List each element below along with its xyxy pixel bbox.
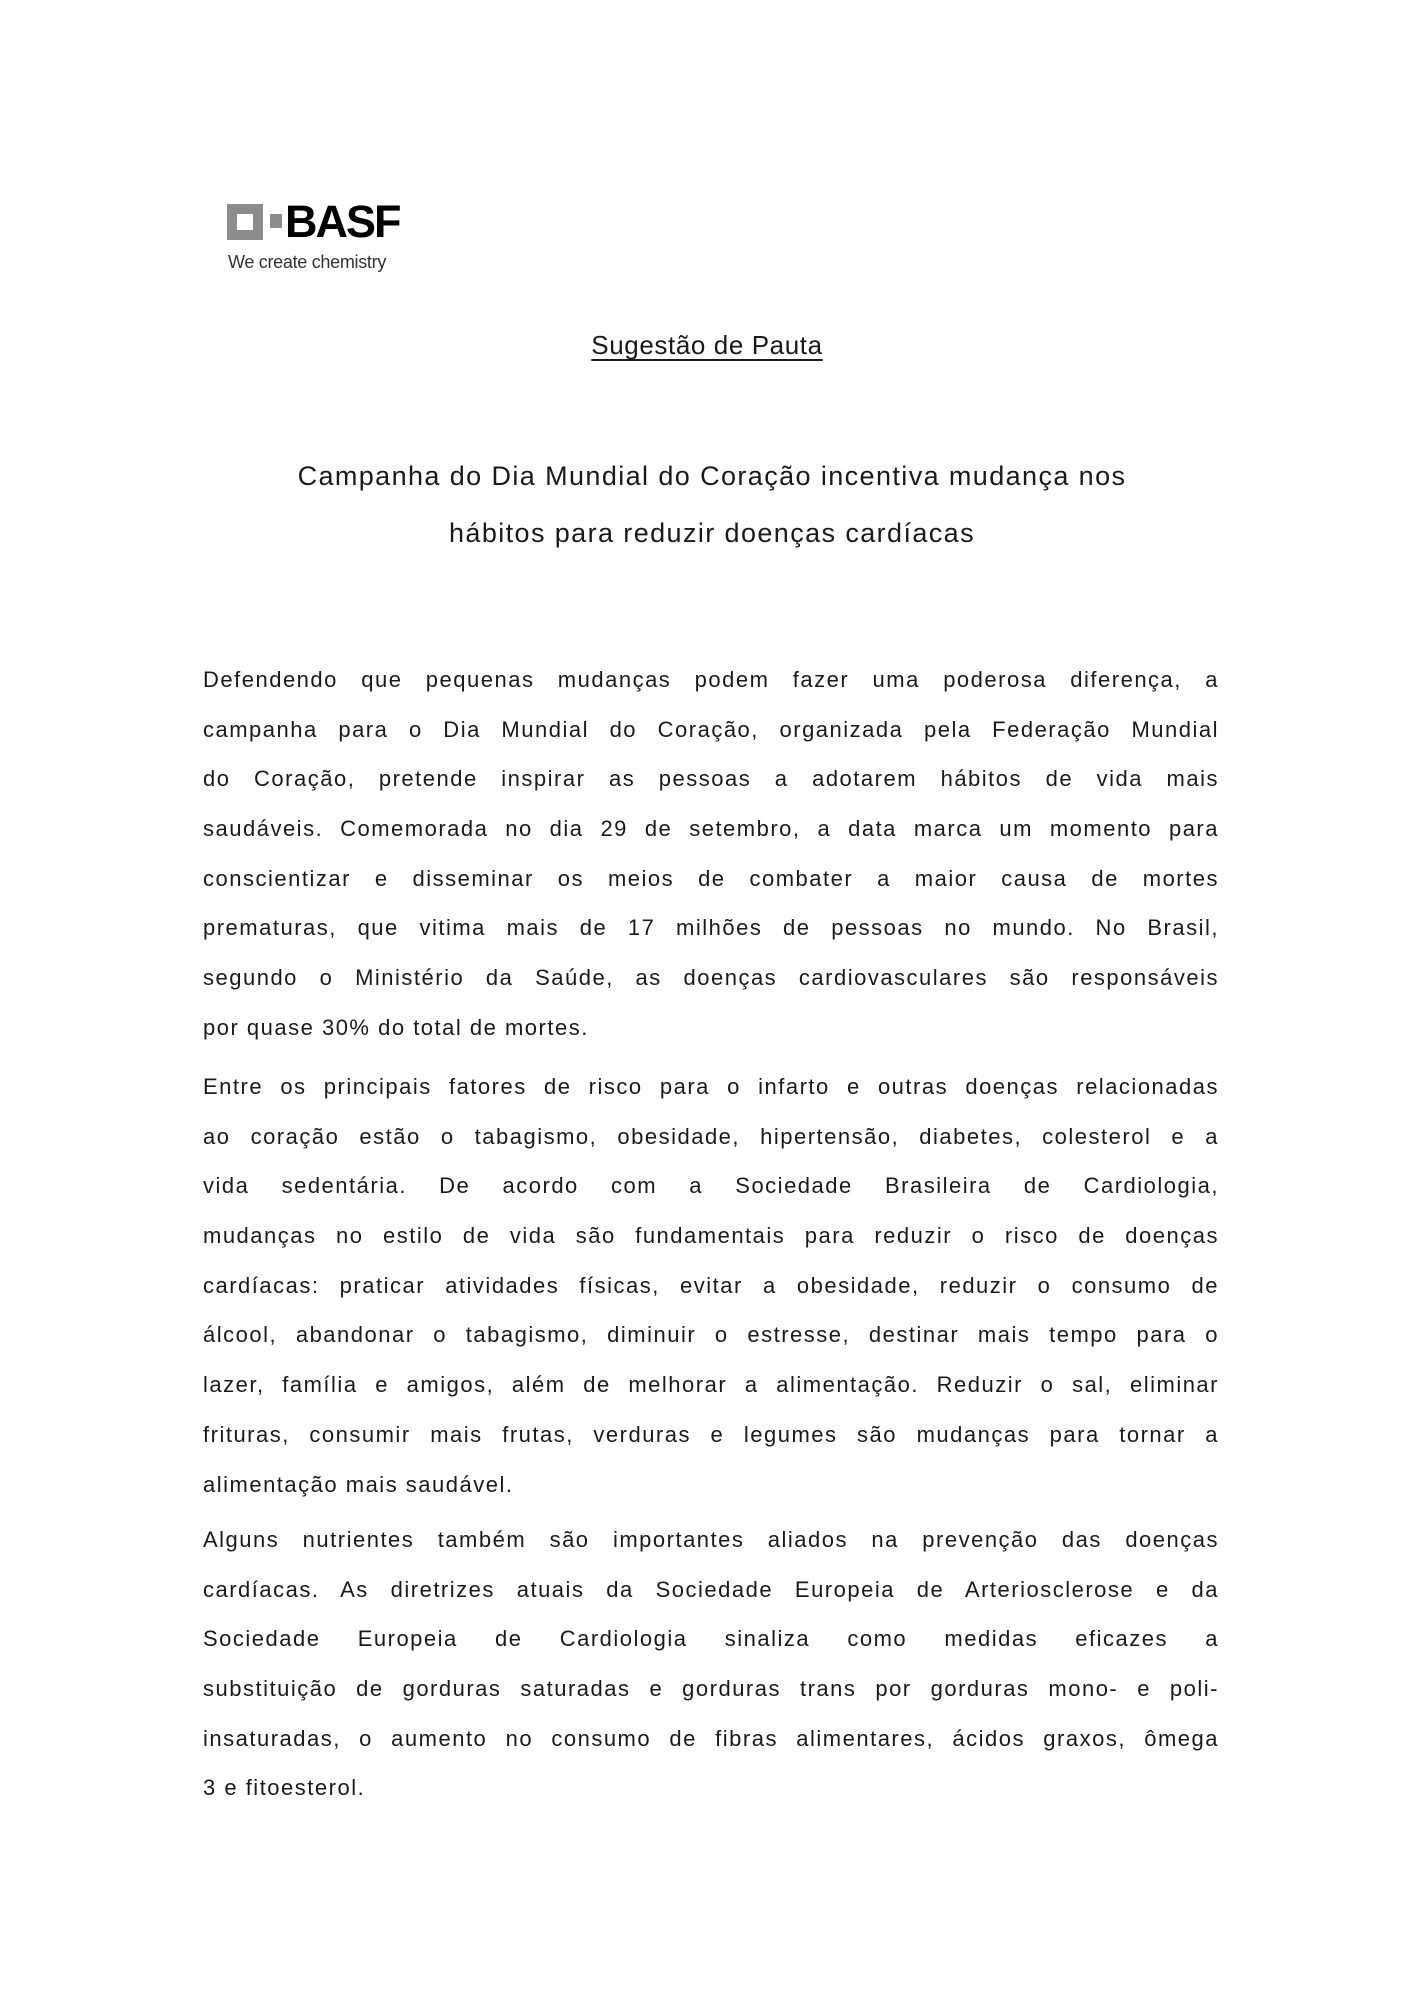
- logo-tagline: We create chemistry: [228, 252, 387, 272]
- text-line: Defendendo que pequenas mudanças podem fazer uma poderosa diferença, a: [203, 667, 1219, 692]
- text-line: segundo o Ministério da Saúde, as doenças cardiovasculares são responsáveis: [203, 965, 1219, 991]
- text-line: 3 e fitoesterol.: [203, 1775, 366, 1801]
- text-line: lazer, família e amigos, além de melhorar a alimentação. Reduzir o sal, eliminar: [203, 1372, 1219, 1398]
- text-line: prematuras, que vitima mais de 17 milhões de pessoas no mundo. No Brasil,: [203, 915, 1219, 941]
- paragraph-2: [203, 1062, 1219, 1509]
- headline: [200, 448, 1224, 562]
- title-text: Sugestão de Pauta: [591, 330, 823, 360]
- logo-square-icon: [227, 204, 263, 240]
- basf-logo: [227, 196, 400, 280]
- text-line: saudáveis. Comemorada no dia 29 de setembro, a data marca um momento para: [203, 816, 1219, 842]
- text-line: cardíacas: praticar atividades físicas, evitar a obesidade, reduzir o consumo de: [203, 1272, 1219, 1298]
- text-line: cardíacas. As diretrizes atuais da Sociedade Europeia de Arteriosclerose e da: [203, 1576, 1219, 1602]
- text-line: Sociedade Europeia de Cardiologia sinaliza como medidas eficazes a: [203, 1626, 1219, 1652]
- text-line: campanha para o Dia Mundial do Coração, organizada pela Federação Mundial: [203, 716, 1219, 742]
- text-line: Alguns nutrientes também são importantes aliados na prevenção das doenças: [203, 1527, 1219, 1552]
- logo-dot-icon: [270, 214, 282, 228]
- text-line: álcool, abandonar o tabagismo, diminuir o estresse, destinar mais tempo para o: [203, 1322, 1219, 1348]
- headline-line: hábitos para reduzir doenças cardíacas: [449, 518, 975, 548]
- text-line: do Coração, pretende inspirar as pessoas a adotarem hábitos de vida mais: [203, 766, 1219, 792]
- document-title: [0, 330, 1414, 361]
- text-line: substituição de gorduras saturadas e gorduras trans por gorduras mono- e poli-: [203, 1676, 1219, 1702]
- headline-line: Campanha do Dia Mundial do Coração incentiva mudança nos: [297, 461, 1127, 491]
- text-line: insaturadas, o aumento no consumo de fibras alimentares, ácidos graxos, ômega: [203, 1725, 1219, 1751]
- text-line: Entre os principais fatores de risco para o infarto e outras doenças relacionadas: [203, 1074, 1219, 1099]
- paragraph-1: [203, 655, 1219, 1053]
- text-line: conscientizar e disseminar os meios de combater a maior causa de mortes: [203, 865, 1219, 891]
- text-line: mudanças no estilo de vida são fundamentais para reduzir o risco de doenças: [203, 1223, 1219, 1249]
- text-line: alimentação mais saudável.: [203, 1471, 514, 1497]
- logo-wordmark: BASF: [285, 196, 400, 247]
- text-line: ao coração estão o tabagismo, obesidade, hipertensão, diabetes, colesterol e a: [203, 1123, 1219, 1149]
- paragraph-3: [203, 1515, 1219, 1813]
- text-line: frituras, consumir mais frutas, verduras e legumes são mudanças para tornar a: [203, 1421, 1219, 1447]
- text-line: vida sedentária. De acordo com a Sociedade Brasileira de Cardiologia,: [203, 1173, 1219, 1199]
- text-line: por quase 30% do total de mortes.: [203, 1014, 589, 1040]
